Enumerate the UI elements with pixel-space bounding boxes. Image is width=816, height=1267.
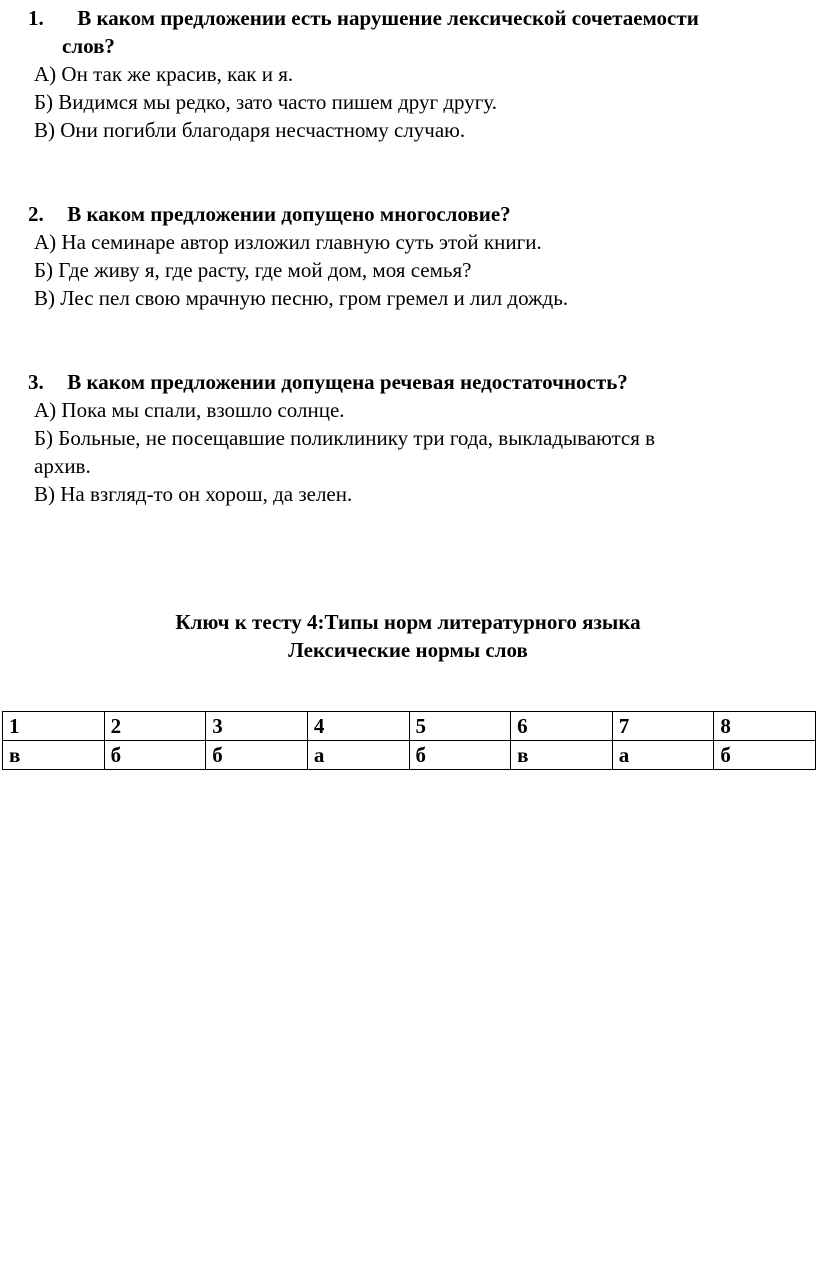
answer-key-subtitle: Лексические нормы слов xyxy=(288,638,528,662)
question-3-option-a: А) Пока мы спали, взошло солнце. xyxy=(34,398,345,422)
question-3-title xyxy=(28,368,628,396)
answer-key-answer-row xyxy=(3,741,816,770)
answer-key-answer-cell: б xyxy=(714,741,816,770)
answer-key-table xyxy=(2,711,816,770)
question-2-text: В каком предложении допущено многословие? xyxy=(67,202,511,226)
question-1-option-b: Б) Видимся мы редко, зато часто пишем друг другу. xyxy=(34,90,498,114)
answer-key-answer-cell: б xyxy=(409,741,511,770)
question-1-number: 1. xyxy=(28,6,44,30)
answer-key-answer-cell: в xyxy=(511,741,613,770)
question-2-title xyxy=(28,200,511,228)
answer-key-answer-cell: б xyxy=(104,741,206,770)
question-1-option-a: А) Он так же красив, как и я. xyxy=(34,62,294,86)
answer-key-answer-cell: а xyxy=(307,741,409,770)
answer-key-header-cell: 7 xyxy=(612,712,714,741)
answer-key-title: Ключ к тесту 4:Типы норм литературного языка xyxy=(175,610,641,634)
question-3-option-b: Б) Больные, не посещавшие поликлинику три года, выкладываются в xyxy=(34,426,656,450)
answer-key-header-cell: 6 xyxy=(511,712,613,741)
question-3-text: В каком предложении допущена речевая недостаточность? xyxy=(67,370,628,394)
question-3-option-b-continued: архив. xyxy=(34,454,91,478)
question-1-text: В каком предложении есть нарушение лексической сочетаемости xyxy=(77,6,699,30)
question-3-option-c: В) На взгляд-то он хорош, да зелен. xyxy=(34,482,353,506)
question-3-number: 3. xyxy=(28,370,44,394)
question-2-option-c: В) Лес пел свою мрачную песню, гром гремел и лил дождь. xyxy=(34,286,569,310)
answer-key-header-cell: 4 xyxy=(307,712,409,741)
answer-key-header-cell: 3 xyxy=(206,712,308,741)
answer-key-answer-cell: б xyxy=(206,741,308,770)
answer-key-header-cell: 1 xyxy=(3,712,105,741)
answer-key-header-row xyxy=(3,712,816,741)
answer-key-answer-cell: а xyxy=(612,741,714,770)
answer-key-header-cell: 2 xyxy=(104,712,206,741)
question-2-option-a: А) На семинаре автор изложил главную суть этой книги. xyxy=(34,230,542,254)
answer-key-header-cell: 8 xyxy=(714,712,816,741)
question-1-title xyxy=(28,4,699,32)
question-1-title-continued: слов? xyxy=(62,34,115,58)
question-2-number: 2. xyxy=(28,202,44,226)
question-1-option-c: В) Они погибли благодаря несчастному случаю. xyxy=(34,118,466,142)
question-2-option-b: Б) Где живу я, где расту, где мой дом, моя семья? xyxy=(34,258,472,282)
answer-key-answer-cell: в xyxy=(3,741,105,770)
answer-key-header-cell: 5 xyxy=(409,712,511,741)
